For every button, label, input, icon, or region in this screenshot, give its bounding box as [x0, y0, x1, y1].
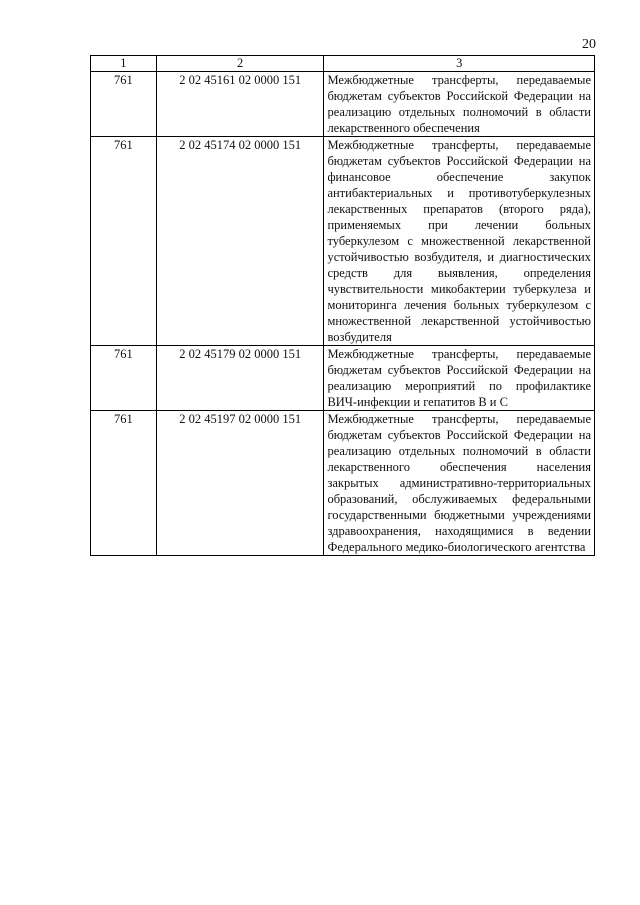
- description-cell: Межбюджетные трансферты, передаваемые бюджетам субъектов Российской Федерации на финансовое обеспечение закупок антибактериальных и противотуберкулезных лекарственных препаратов (второго ряда), применяемых при лечении больных туберкулезом с множественной лекарственной устойчивостью возбудителя, и диагностических средств для выявления, определения чувствительности микобактерии туберкулеза и мониторинга лечения больных туберкулезом с множественной лекарственной устойчивостью возбудителя: [324, 137, 595, 346]
- page-number: 20: [582, 37, 596, 52]
- admin-code-cell: 761: [91, 137, 157, 346]
- budget-code-cell: 2 02 45197 02 0000 151: [156, 411, 324, 556]
- table-row: [91, 72, 595, 137]
- column-header-1: 1: [91, 56, 157, 72]
- description-cell: Межбюджетные трансферты, передаваемые бюджетам субъектов Российской Федерации на реализацию отдельных полномочий в области лекарственного обеспечения: [324, 72, 595, 137]
- budget-codes-table: [90, 55, 595, 556]
- budget-code-cell: 2 02 45179 02 0000 151: [156, 346, 324, 411]
- table-header-row: [91, 56, 595, 72]
- admin-code-cell: 761: [91, 411, 157, 556]
- description-cell: Межбюджетные трансферты, передаваемые бюджетам субъектов Российской Федерации на реализацию отдельных полномочий в области лекарственного обеспечения населения закрытых административно-территориальных образований, обслуживаемых федеральными государственными бюджетными учреждениями здравоохранения, находящимися в ведении Федерального медико-биологического агентства: [324, 411, 595, 556]
- column-header-3: 3: [324, 56, 595, 72]
- table-row: [91, 411, 595, 556]
- budget-code-cell: 2 02 45174 02 0000 151: [156, 137, 324, 346]
- admin-code-cell: 761: [91, 72, 157, 137]
- column-header-2: 2: [156, 56, 324, 72]
- budget-code-cell: 2 02 45161 02 0000 151: [156, 72, 324, 137]
- table-row: [91, 137, 595, 346]
- description-cell: Межбюджетные трансферты, передаваемые бюджетам субъектов Российской Федерации на реализацию мероприятий по профилактике ВИЧ-инфекции и гепатитов B и C: [324, 346, 595, 411]
- table-row: [91, 346, 595, 411]
- admin-code-cell: 761: [91, 346, 157, 411]
